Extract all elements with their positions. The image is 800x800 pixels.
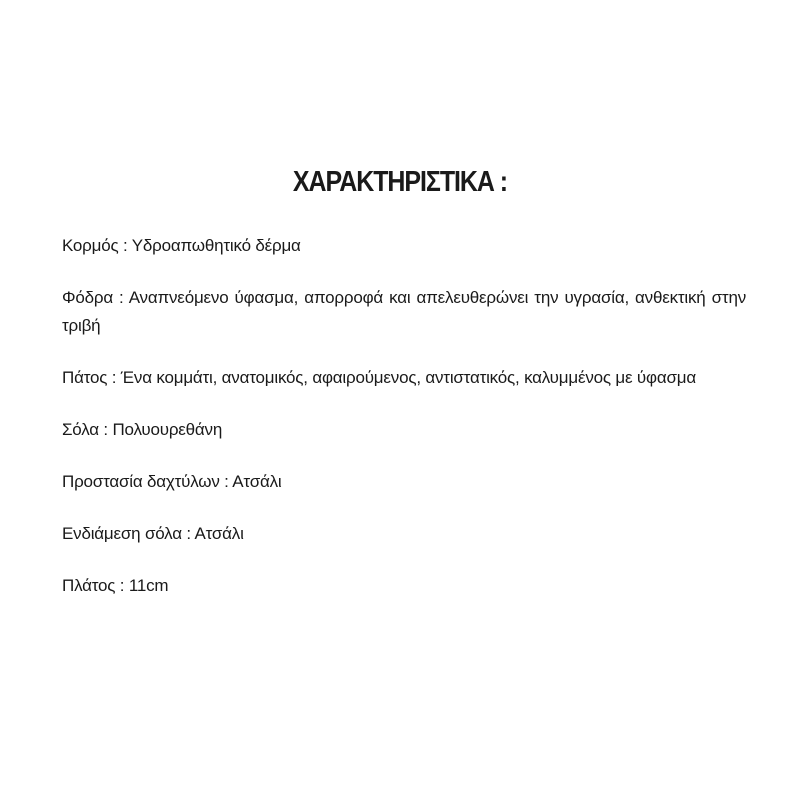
spec-item-insole [62, 364, 746, 392]
spec-text: Προστασία δαχτύλων : Ατσάλι [62, 472, 282, 491]
spec-item-lining [62, 284, 746, 340]
spec-item-upper [62, 232, 746, 260]
spec-text: Κορμός : Υδροαπωθητικό δέρμα [62, 236, 301, 255]
spec-item-toe-protection [62, 468, 746, 496]
spec-text: Πλάτος : 11cm [62, 576, 169, 595]
spec-text: Φόδρα : Αναπνεόμενο ύφασμα, απορροφά και απελευθερώνει την υγρασία, ανθεκτική στην τριβή [62, 288, 746, 335]
spec-text: Ενδιάμεση σόλα : Ατσάλι [62, 524, 244, 543]
spec-item-sole [62, 416, 746, 444]
spec-text: Σόλα : Πολυουρεθάνη [62, 420, 223, 439]
spec-item-width [62, 572, 746, 600]
spec-text: Πάτος : Ένα κομμάτι, ανατομικός, αφαιρούμενος, αντιστατικός, καλυμμένος με ύφασμα [62, 368, 696, 387]
specs-list [62, 232, 746, 624]
spec-item-midsole [62, 520, 746, 548]
specs-heading: ΧΑΡΑΚΤΗΡΙΣΤΙΚΑ : [292, 166, 508, 198]
